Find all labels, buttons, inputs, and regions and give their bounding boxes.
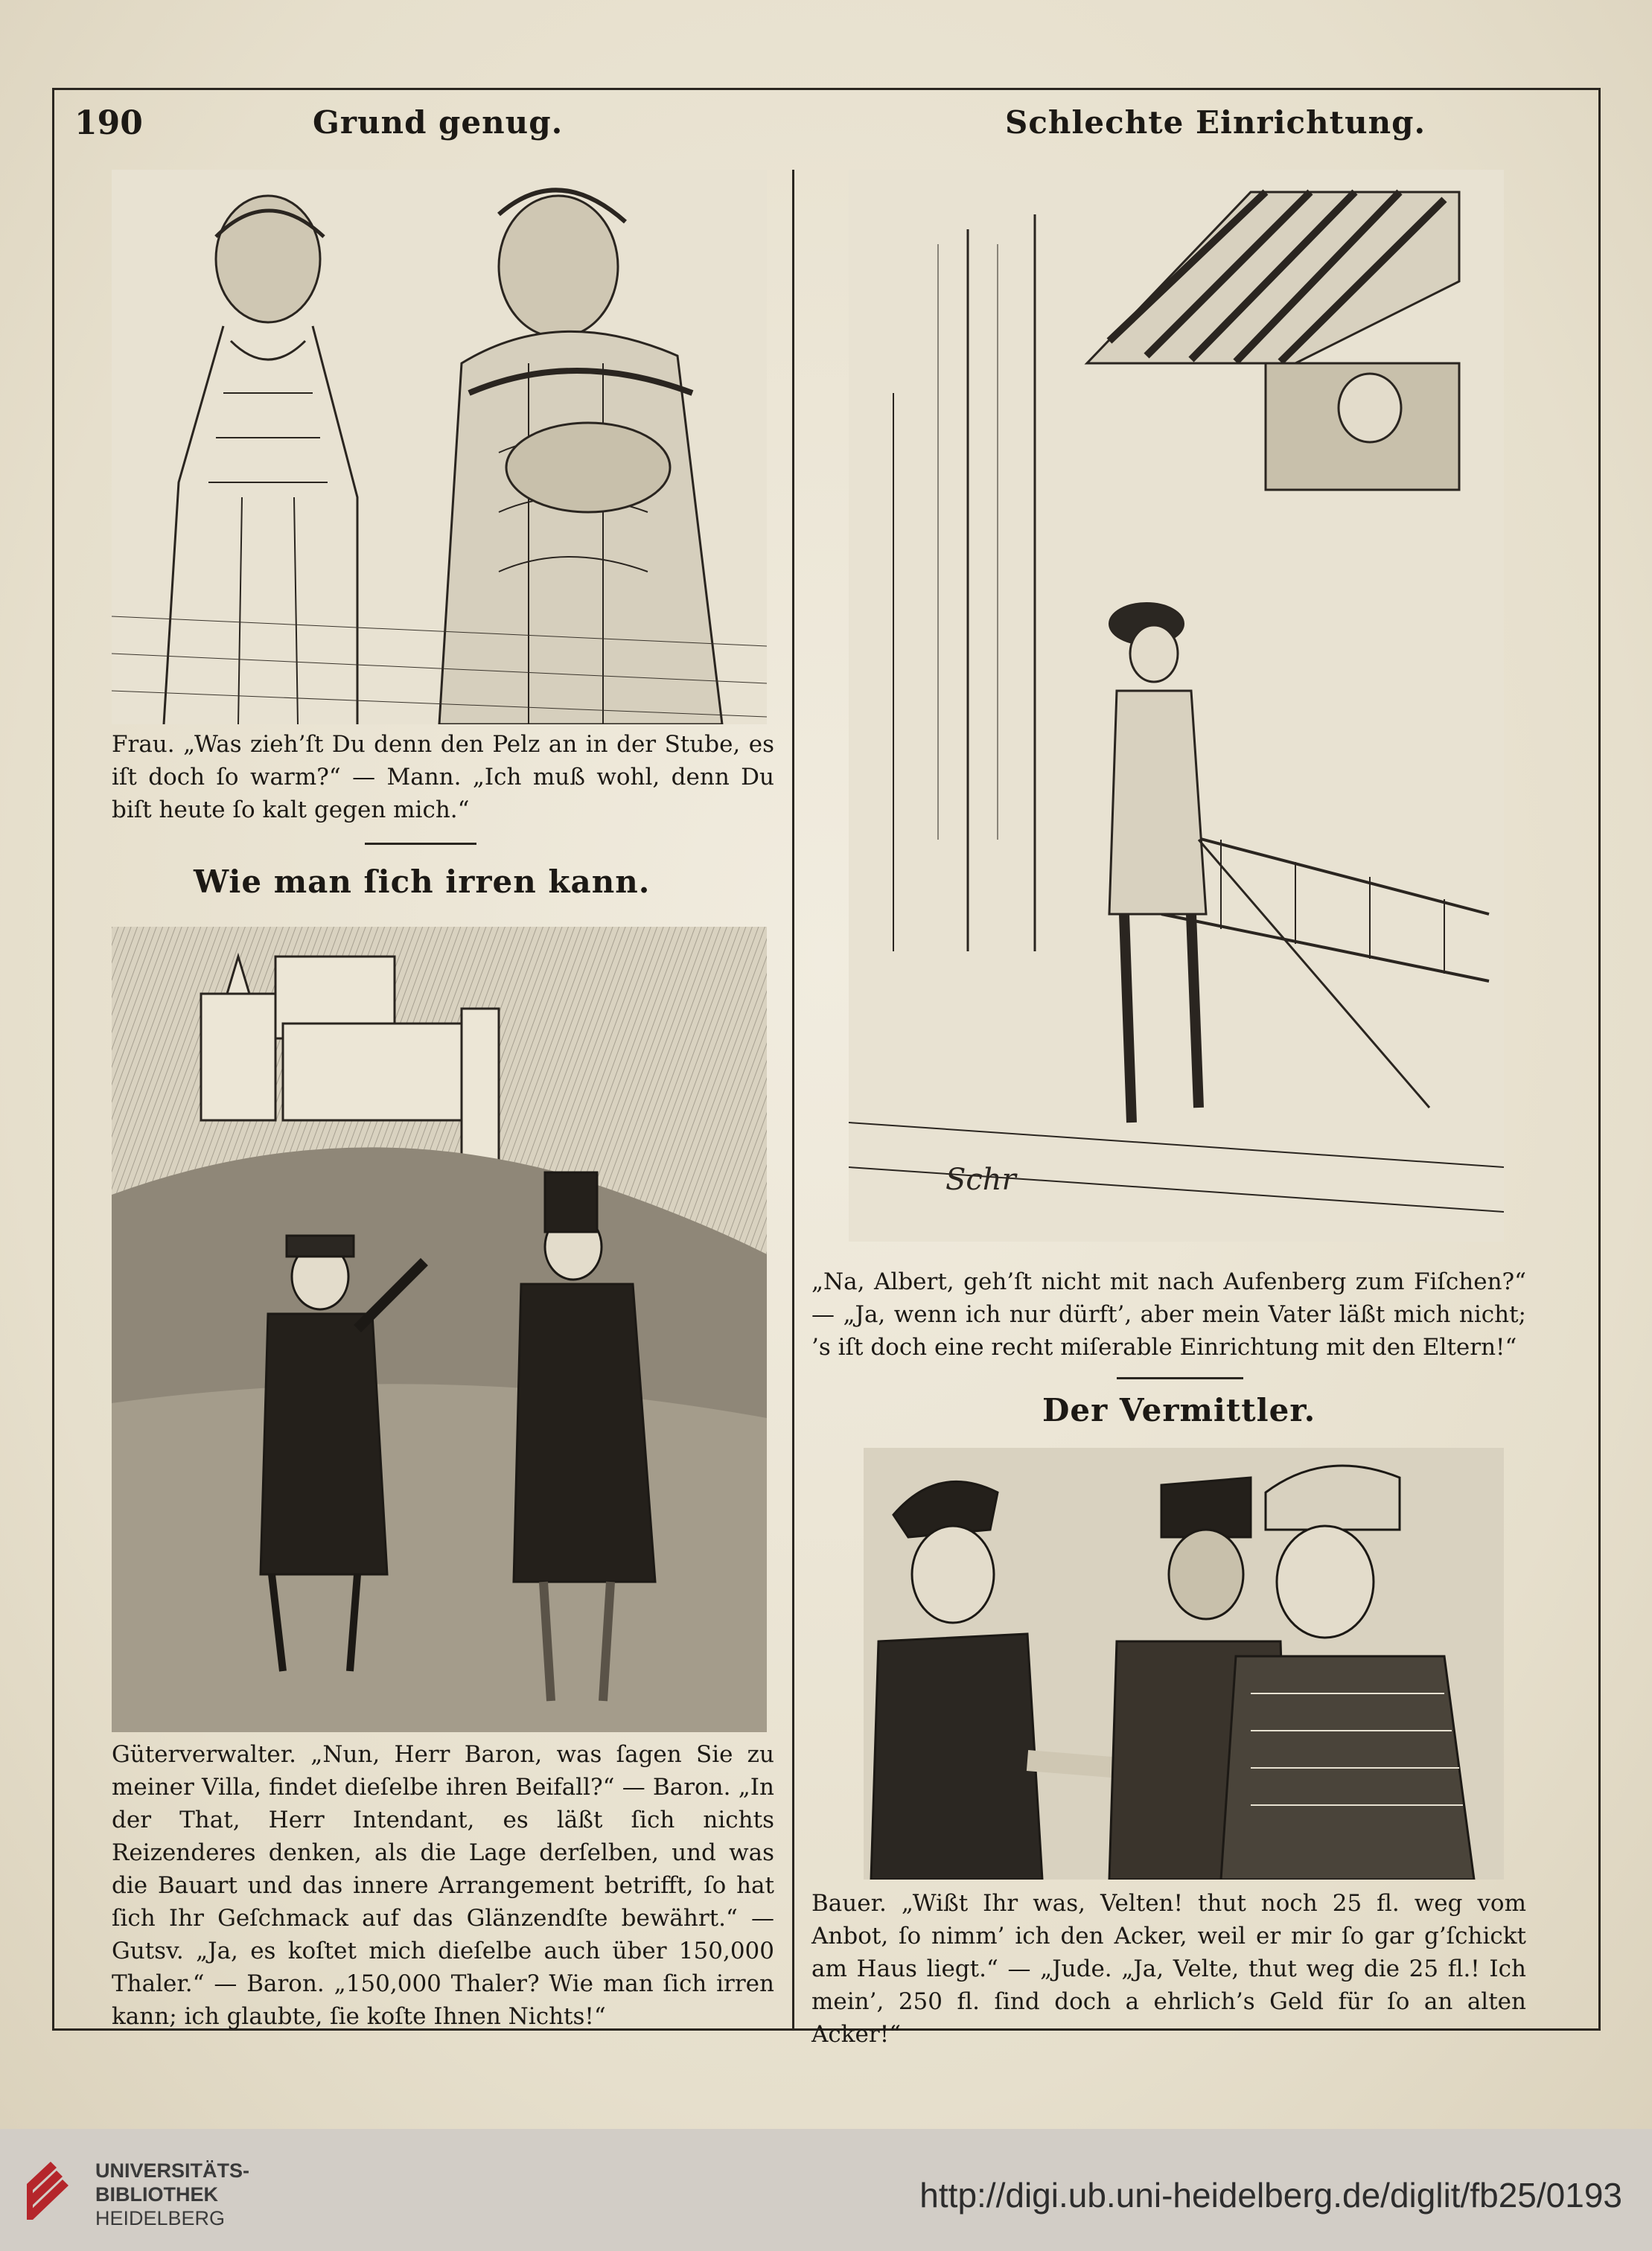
title-schlechte-einrichtung: Schlechte Einrichtung. xyxy=(1005,104,1426,141)
caption-text: „Na, Albert, geh’ſt nicht mit nach Aufenberg zum Fiſchen?“ — „Ja, wenn ich nur dürft’, aber mein Vater läßt mich nicht; ’s iſt doch eine recht miſerable Einrichtung mit den Eltern!“ xyxy=(811,1268,1526,1361)
artist-signature: Schr xyxy=(945,1163,1016,1197)
library-logo-icon xyxy=(21,2154,86,2229)
caption-schlechte-einrichtung xyxy=(811,1265,1526,1364)
library-name xyxy=(95,2159,249,2230)
caption-text: Bauer. „Wißt Ihr was, Velten! thut noch 25 fl. weg vom Anbot, ſo nimm’ ich den Acker, weil er mir ſo gar g’ſchickt am Haus liegt.“ — „Jude. „Ja, Velte, thut weg die 25 fl.! Ich mein’, 250 fl. ſind doch a ehrlich’s Geld für ſo an alten Acker!“ xyxy=(811,1890,1526,2048)
library-name-line2: BIBLIOTHEK xyxy=(95,2183,218,2206)
illustration-couple-fur-coat xyxy=(112,170,767,724)
caption-grund-genug xyxy=(112,728,774,826)
title-der-vermittler: Der Vermittler. xyxy=(1042,1392,1316,1428)
source-url-link[interactable]: http://digi.ub.uni-heidelberg.de/diglit/fb25/0193 xyxy=(919,2176,1622,2215)
illustration-villa-baron xyxy=(112,927,767,1732)
caption-text: Frau. „Was zieh’ſt Du denn den Pelz an in der Stube, es iſt doch ſo warm?“ — Mann. „Ich muß wohl, denn Du biſt heute ſo kalt gegen mich.“ xyxy=(112,731,774,823)
title-wie-man-sich-irren-kann: Wie man ſich irren kann. xyxy=(194,863,651,900)
page-number: 190 xyxy=(74,104,143,142)
illustration-boy-fishing xyxy=(849,170,1504,1242)
section-rule xyxy=(1117,1377,1243,1379)
caption-der-vermittler xyxy=(811,1887,1526,2051)
column-divider xyxy=(792,170,794,2031)
title-grund-genug: Grund genug. xyxy=(313,104,564,141)
illustration-peasants-dealer xyxy=(864,1448,1504,1880)
caption-wie-man-sich-irren-kann xyxy=(112,1738,774,2033)
library-name-line3: HEIDELBERG xyxy=(95,2207,226,2229)
library-name-line1: UNIVERSITÄTS- xyxy=(95,2159,250,2182)
caption-text: Güterverwalter. „Nun, Herr Baron, was ſagen Sie zu meiner Villa, findet dieſelbe ihren Beifall?“ — Baron. „In der That, Herr Intendant, es läßt ſich nichts Reizenderes denken, als die Lage derſelben, und was die Bauart und das innere Arrangement betrifft, ſo hat ſich Ihr Geſchmack auf das Glänzendſte bewährt.“ — Gutsv. „Ja, es koſtet mich dieſelbe auch über 150,000 Thaler.“ — Baron. „150,000 Thaler? Wie man ſich irren kann; ich glaubte, ſie koſte Ihnen Nichts!“ xyxy=(112,1741,774,2030)
section-rule xyxy=(365,843,476,845)
footer-bar xyxy=(0,2129,1652,2251)
